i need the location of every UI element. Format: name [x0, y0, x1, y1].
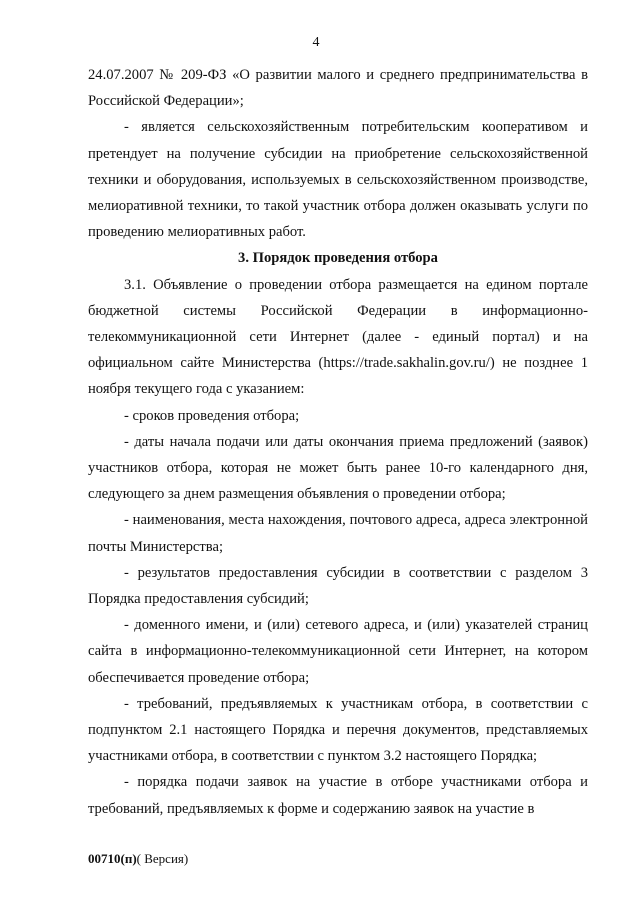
- document-body: [88, 62, 588, 822]
- list-item: - результатов предоставления субсидии в соответствии с разделом 3 Порядка предоставления субсидий;: [88, 564, 588, 608]
- paragraph: 24.07.2007 № 209-ФЗ «О развитии малого и среднего предпринимательства в Российской Федерации»;: [88, 67, 588, 110]
- list-item: - наименования, места нахождения, почтового адреса, адреса электронной почты Министерства;: [88, 512, 588, 555]
- list-item: - порядка подачи заявок на участие в отборе участниками отбора и требований, предъявляемых к форме и содержанию заявок на участие в: [88, 774, 588, 817]
- section-heading: 3. Порядок проведения отбора: [238, 250, 438, 267]
- page-number: 4: [312, 35, 320, 50]
- footer: [88, 851, 188, 867]
- paragraph: 3.1. Объявление о проведении отбора размещается на едином портале бюджетной системы Российской Федерации в информационно-телекоммуникационной сети Интернет (далее - единый портал) и на официальном сайте Министерства (https://trade.sakhalin.gov.ru/) не позднее 1 ноября текущего года с указанием:: [88, 276, 588, 398]
- paragraph: - является сельскохозяйственным потребительским кооперативом и претендует на получение субсидии на приобретение сельскохозяйственной техники и оборудования, используемых в сельскохозяйственном производстве, мелиоративной техники, то такой участник отбора должен оказывать услуги по проведению мелиоративных работ.: [88, 119, 588, 241]
- document-version: ( Версия): [136, 851, 189, 866]
- list-item: - сроков проведения отбора;: [124, 407, 300, 424]
- list-item: - требований, предъявляемых к участникам отбора, в соответствии с подпунктом 2.1 настоящего Порядка и перечня документов, представляемых участниками отбора, в соответствии с пунктом 3.2 настоящего Порядка;: [88, 695, 588, 765]
- document-code: 00710(п): [88, 851, 137, 866]
- list-item: - доменного имени, и (или) сетевого адреса, и (или) указателей страниц сайта в информационно-телекоммуникационной сети Интернет, на котором обеспечивается проведение отбора;: [88, 617, 588, 686]
- list-item: - даты начала подачи или даты окончания приема предложений (заявок) участников отбора, которая не может быть ранее 10-го календарного дня, следующего за днем размещения объявления о проведении отбора;: [88, 433, 588, 503]
